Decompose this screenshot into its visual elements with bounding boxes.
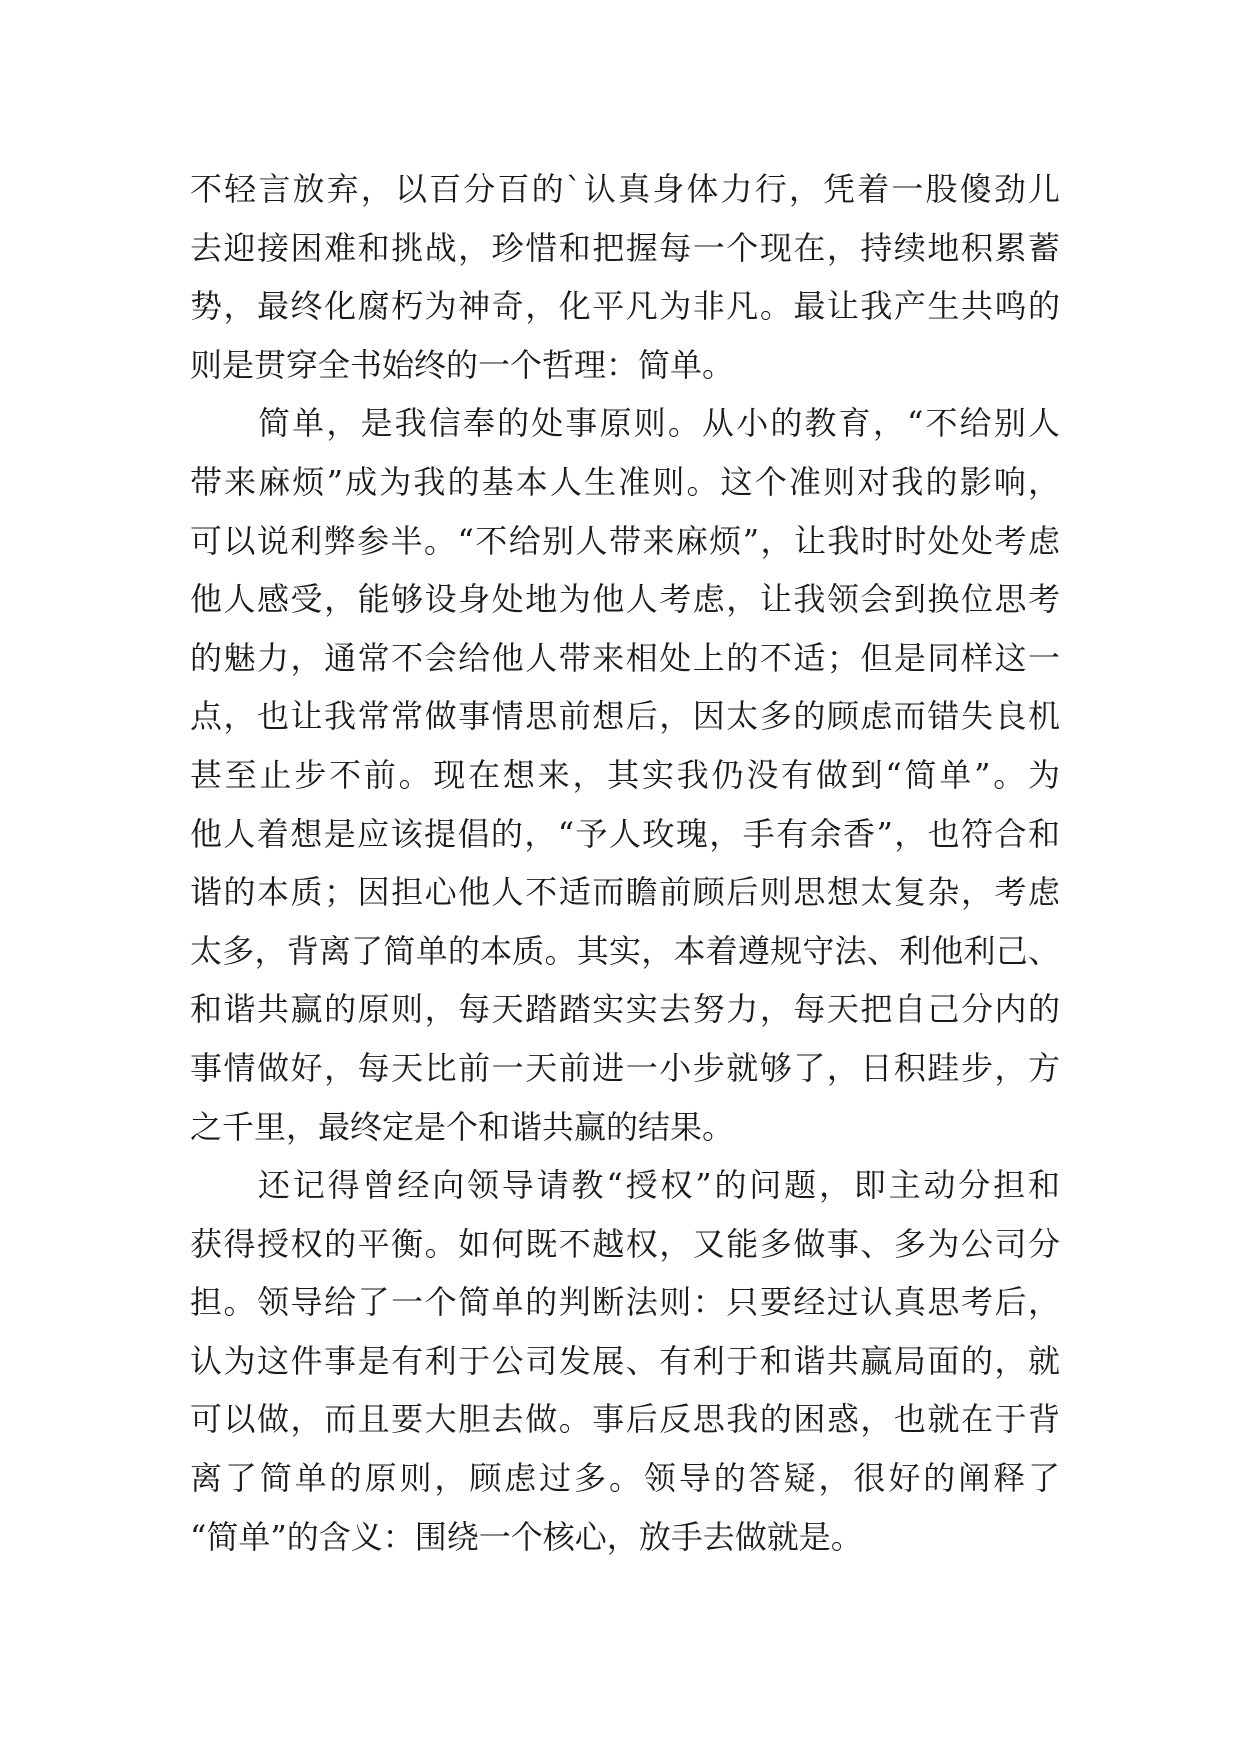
paragraph-2-line-8: 他人着想是应该提倡的，“予人玫瑰，手有余香”，也符合和 [190,814,1060,853]
paragraph-1-line-2: 去迎接困难和挑战，珍惜和把握每一个现在，持续地积累蓄 [190,228,1060,267]
paragraph-2-line-7: 甚至止步不前。现在想来，其实我仍没有做到“简单”。为 [190,755,1060,794]
document-body [190,160,1060,1566]
paragraph-3-line-5: 可以做，而且要大胆去做。事后反思我的困惑，也就在于背 [190,1400,1060,1439]
paragraph-3-line-1: 还记得曾经向领导请教“授权”的问题，即主动分担和 [258,1166,1060,1205]
paragraph-2-line-9: 谐的本质；因担心他人不适而瞻前顾后则思想太复杂，考虑 [190,873,1060,912]
paragraph-2-line-5: 的魅力，通常不会给他人带来相处上的不适；但是同样这一 [190,638,1060,677]
paragraph-2-line-10: 太多，背离了简单的本质。其实，本着遵规守法、利他利己、 [190,931,1060,970]
paragraph-3-line-4: 认为这件事是有利于公司发展、有利于和谐共赢局面的，就 [190,1341,1060,1380]
paragraph-1-line-1: 不轻言放弃，以百分百的`认真身体力行，凭着一股傻劲儿 [190,170,1060,208]
paragraph-2-line-11: 和谐共赢的原则，每天踏踏实实去努力，每天把自己分内的 [190,990,1060,1029]
paragraph-1-line-3: 势，最终化腐朽为神奇，化平凡为非凡。最让我产生共鸣的 [190,287,1060,326]
paragraph-2-line-1: 简单，是我信奉的处事原则。从小的教育，“不给别人 [258,404,1060,443]
paragraph-3-line-7: “简单”的含义：围绕一个核心，放手去做就是。 [190,1517,863,1556]
paragraph-2-line-12: 事情做好，每天比前一天前进一小步就够了，日积跬步，方 [190,1048,1060,1087]
paragraph-3-line-6: 离了简单的原则，顾虑过多。领导的答疑，很好的阐释了 [190,1459,1060,1498]
paragraph-2-line-6: 点，也让我常常做事情思前想后，因太多的顾虑而错失良机 [190,697,1060,736]
paragraph-2-line-2: 带来麻烦”成为我的基本人生准则。这个准则对我的影响， [190,462,1060,501]
paragraph-3-line-3: 担。领导给了一个简单的判断法则：只要经过认真思考后， [190,1283,1060,1322]
paragraph-2-line-13: 之千里，最终定是个和谐共赢的结果。 [190,1107,735,1146]
paragraph-2-line-3: 可以说利弊参半。“不给别人带来麻烦”，让我时时处处考虑 [190,521,1060,560]
paragraph-2-line-4: 他人感受，能够设身处地为他人考虑，让我领会到换位思考 [190,580,1060,619]
paragraph-1-line-4: 则是贯穿全书始终的一个哲理：简单。 [190,345,735,384]
paragraph-3-line-2: 获得授权的平衡。如何既不越权，又能多做事、多为公司分 [190,1224,1060,1263]
